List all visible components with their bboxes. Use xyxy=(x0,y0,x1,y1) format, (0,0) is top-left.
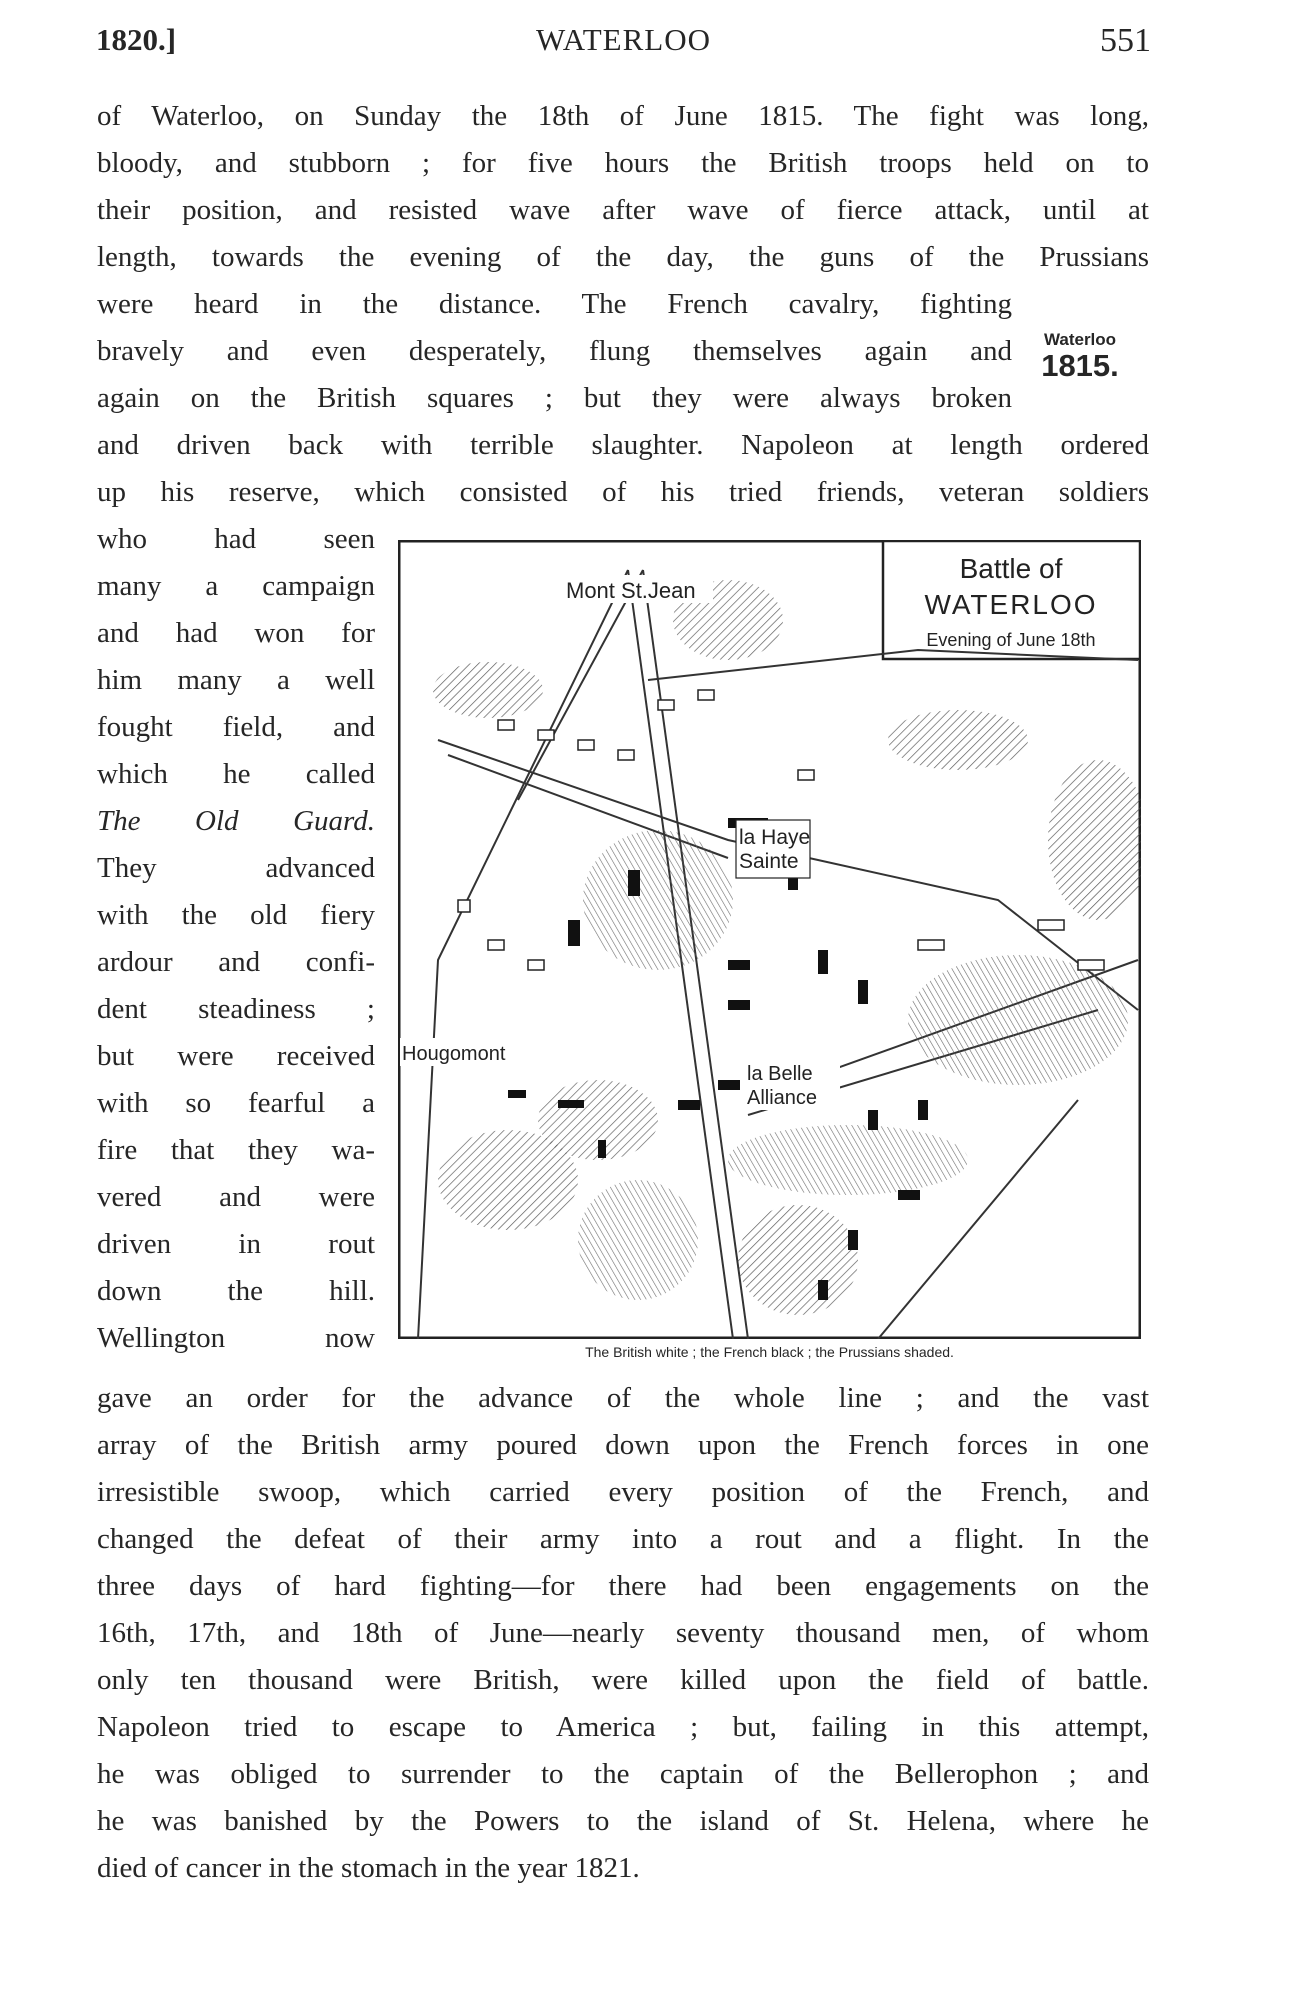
header-title: WATERLOO xyxy=(535,22,712,57)
battle-map xyxy=(398,540,1141,1339)
label-la-belle: la Belle xyxy=(747,1063,813,1085)
text-line: down the hill. xyxy=(97,1275,375,1307)
text-line: array of the British army poured down upon the French forces in one xyxy=(97,1429,1149,1461)
text-line: their position, and resisted wave after wave of fierce attack, until at xyxy=(97,194,1149,226)
label-la-haye: la Haye xyxy=(739,826,811,849)
text-line: Wellington now xyxy=(97,1322,375,1354)
text-line: he was obliged to surrender to the captain of the Bellerophon ; and xyxy=(97,1758,1149,1790)
text-line: bloody, and stubborn ; for five hours the British troops held on to xyxy=(97,147,1149,179)
text-line: dent steadiness ; xyxy=(97,993,375,1025)
text-line: vered and were xyxy=(97,1181,375,1213)
text-line: and driven back with terrible slaughter. Napoleon at length ordered xyxy=(97,429,1149,461)
text-line: which he called xyxy=(97,758,375,790)
label-sainte: Sainte xyxy=(739,850,799,873)
text-line: only ten thousand were British, were killed upon the field of battle. xyxy=(97,1664,1149,1696)
text-line: but were received xyxy=(97,1040,375,1072)
text-line: 16th, 17th, and 18th of June—nearly seventy thousand men, of whom xyxy=(97,1617,1149,1649)
text-line: They advanced xyxy=(97,852,375,884)
text-line: irresistible swoop, which carried every position of the French, and xyxy=(97,1476,1149,1508)
page-number: 551 xyxy=(1100,22,1151,59)
text-line: and had won for xyxy=(97,617,375,649)
text-line: again on the British squares ; but they were always broken xyxy=(97,382,1012,414)
running-header xyxy=(96,22,1151,62)
text-line: he was banished by the Powers to the island of St. Helena, where he xyxy=(97,1805,1149,1837)
text-line-italic: The Old Guard. xyxy=(97,805,375,837)
map-title-3: Evening of June 18th xyxy=(926,630,1096,650)
text-line: driven in rout xyxy=(97,1228,375,1260)
text-line: died of cancer in the stomach in the year 1821. xyxy=(97,1852,640,1884)
map-title-2: WATERLOO xyxy=(924,589,1098,620)
text-line: length, towards the evening of the day, the guns of the Prussians xyxy=(97,241,1149,273)
map-title-1: Battle of xyxy=(959,553,1063,584)
text-line: gave an order for the advance of the whole line ; and the vast xyxy=(97,1382,1149,1414)
text-line: with so fearful a xyxy=(97,1087,375,1119)
text-line: fought field, and xyxy=(97,711,375,743)
text-line: bravely and even desperately, flung themselves again and xyxy=(97,335,1012,367)
text-line: fire that they wa- xyxy=(97,1134,375,1166)
text-line: ardour and confi- xyxy=(97,946,375,978)
margin-note xyxy=(1020,330,1140,382)
text-line: changed the defeat of their army into a rout and a flight. In the xyxy=(97,1523,1149,1555)
label-hougomont: Hougomont xyxy=(402,1043,506,1065)
text-line: were heard in the distance. The French cavalry, fighting xyxy=(97,288,1012,320)
text-line: who had seen xyxy=(97,523,375,555)
text-line: Napoleon tried to escape to America ; but, failing in this attempt, xyxy=(97,1711,1149,1743)
margin-note-year: 1815. xyxy=(1041,348,1119,383)
map-title-box xyxy=(883,541,1140,659)
text-line: of Waterloo, on Sunday the 18th of June 1815. The fight was long, xyxy=(97,100,1149,132)
margin-note-word: Waterloo xyxy=(1043,330,1117,349)
label-alliance: Alliance xyxy=(747,1087,818,1109)
text-line: him many a well xyxy=(97,664,375,696)
header-year: 1820.] xyxy=(96,22,177,57)
text-line: up his reserve, which consisted of his tried friends, veteran soldiers xyxy=(97,476,1149,508)
text-line: three days of hard fighting—for there had been engagements on the xyxy=(97,1570,1149,1602)
text-line: many a campaign xyxy=(97,570,375,602)
map-caption: The British white ; the French black ; the Prussians shaded. xyxy=(585,1344,954,1360)
text-line: with the old fiery xyxy=(97,899,375,931)
label-mont-st-jean: Mont St.Jean xyxy=(566,578,696,603)
